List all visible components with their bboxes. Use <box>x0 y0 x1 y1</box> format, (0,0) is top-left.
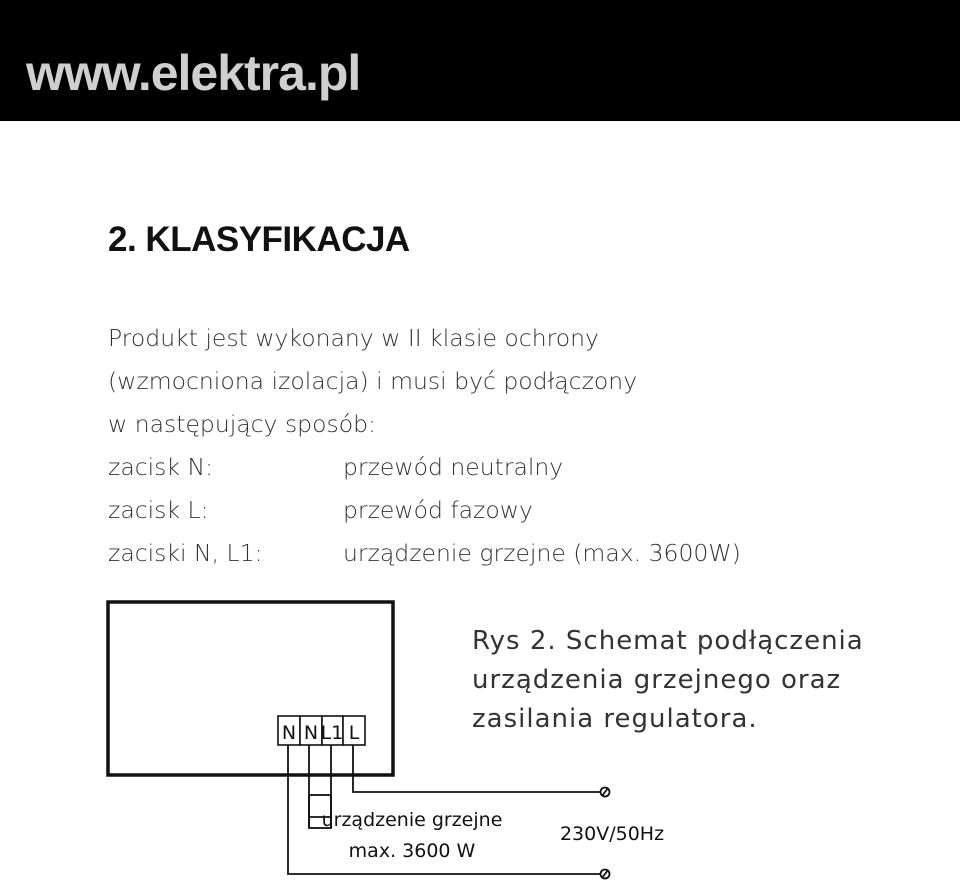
regulator-box <box>108 602 393 775</box>
terminal-key: zaciski N, L1: <box>108 539 263 567</box>
terminal-label: N <box>303 722 319 744</box>
supply-label: 230V/50Hz <box>559 823 665 845</box>
caption-line: urządzenia grzejnego oraz <box>472 665 842 695</box>
site-url: www.elektra.pl <box>26 45 361 101</box>
terminal-label: N <box>281 722 297 744</box>
terminal-key: zacisk N: <box>108 453 214 481</box>
figure-caption <box>472 622 864 739</box>
body-line: (wzmocniona izolacja) i musi być podłączony <box>108 367 638 395</box>
load-label: urządzenie grzejne <box>321 809 503 831</box>
caption-line: zasilania regulatora. <box>472 704 758 734</box>
terminal-value: przewód neutralny <box>343 453 564 481</box>
terminal-label: L <box>348 722 360 744</box>
body-line: w następujący sposób: <box>108 410 376 438</box>
terminal-key: zacisk L: <box>108 496 209 524</box>
terminal-label: L1 <box>320 722 344 744</box>
caption-line: Rys 2. Schemat podłączenia <box>472 626 864 656</box>
terminal-value: urządzenie grzejne (max. 3600W) <box>343 539 741 567</box>
terminal-value: przewód fazowy <box>343 496 533 524</box>
load-label: max. 3600 W <box>348 840 476 862</box>
section-title: 2. KLASYFIKACJA <box>108 220 410 259</box>
body-line: Produkt jest wykonany w II klasie ochrony <box>108 324 599 352</box>
